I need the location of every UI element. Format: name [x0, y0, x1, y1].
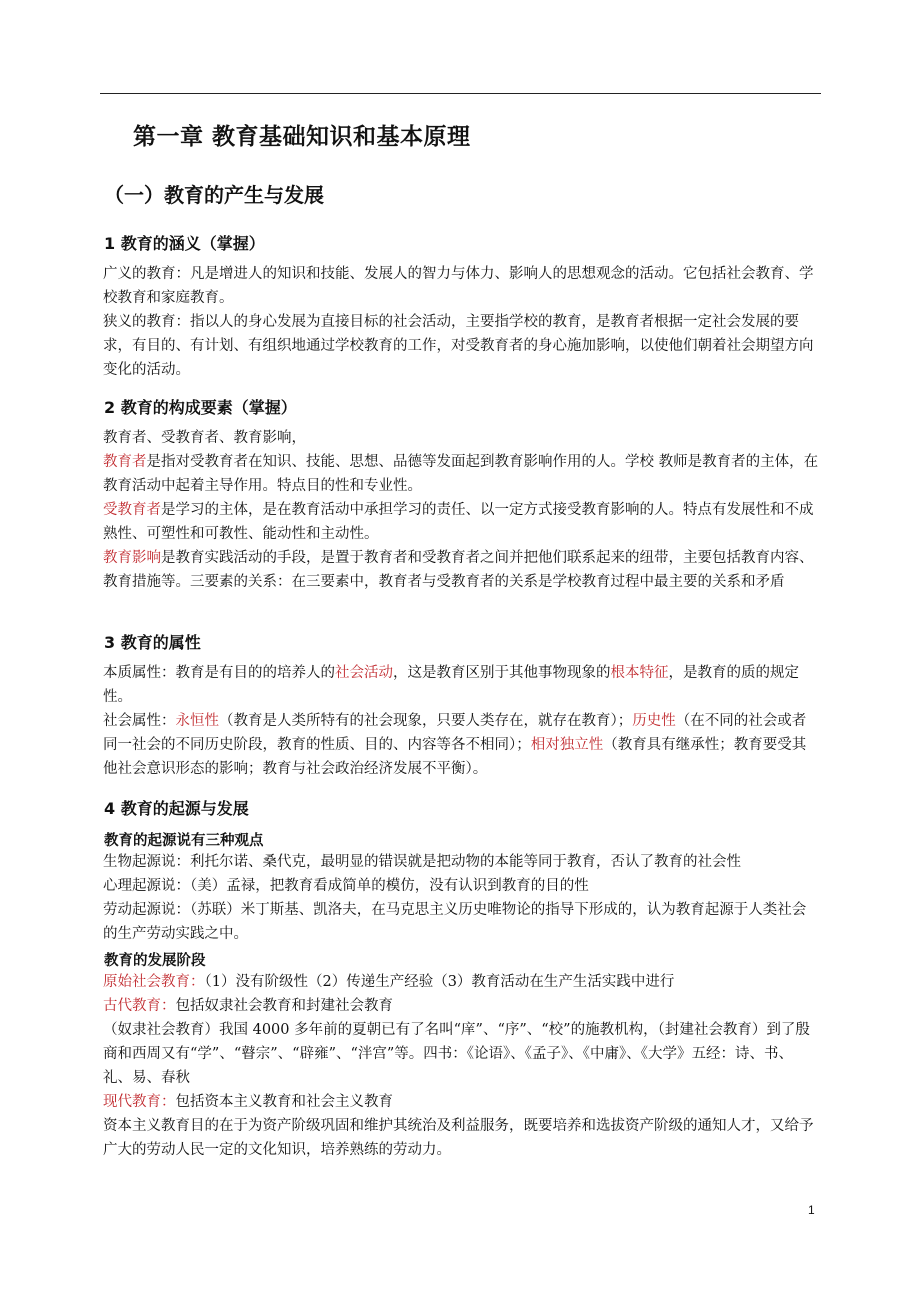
modern-term: 现代教育：	[103, 1094, 176, 1110]
ancient-term: 古代教育：	[103, 998, 176, 1014]
social-term-relative-independence: 相对独立性	[530, 737, 604, 753]
learner-text: 是学习的主体，是在教育活动中承担学习的责任、以一定方式接受教育影响的人。特点有发展性和不成熟性、可塑性和可教性、能动性和主动性。	[103, 502, 814, 542]
s1-heading: 1 教育的涵义（掌握）	[104, 234, 265, 253]
essence-text-a: 本质属性：教育是有目的的培养人的	[103, 665, 335, 681]
s1-broad-definition: 广义的教育：凡是增进人的知识和技能、发展人的智力与体力、影响人的思想观念的活动。它包括社会教育、学校教育和家庭教育。	[103, 266, 814, 306]
social-text-c: （在不同的社会或者同一社会的不同历史阶段，教育的性质、目的、内容等各不相同）；	[103, 713, 807, 753]
primitive-term: 原始社会教育：	[103, 974, 205, 990]
s3-essence-paragraph	[103, 661, 820, 709]
s1-narrow-definition: 狭义的教育：指以人的身心发展为直接目标的社会活动，主要指学校的教育，是教育者根据一定社会发展的要求，有目的、有计划、有组织地通过学校教育的工作，对受教育者的身心施加影响，以使他们朝着社会期望方向变化的活动。	[103, 314, 814, 378]
influence-text: 是教育实践活动的手段，是置于教育者和受教育者之间并把他们联系起来的纽带，主要包括教育内容、教育措施等。三要素的关系：在三要素中，教育者与受教育者的关系是学校教育过程中最主要的关系和矛盾	[103, 550, 814, 590]
social-term-eternity: 永恒性	[175, 713, 219, 729]
ancient-detail: （奴隶社会教育）我国 4000 多年前的夏朝已有了名叫“庠”、“序”、“校”的施教机构，（封建社会教育）到了殷商和西周又有“学”、“瞽宗”、“辟雍”、“泮宫”等。四书：《论语》、《孟子》、《中庸》、《大学》五经：诗、书、礼、易、春秋	[103, 1022, 810, 1086]
section-title: （一）教育的产生与发展	[104, 183, 324, 207]
s2-heading: 2 教育的构成要素（掌握）	[104, 398, 297, 417]
social-text-b: （教育是人类所特有的社会现象，只要人类存在，就存在教育）；	[219, 713, 633, 729]
biological-origin: 生物起源说：利托尔诺、桑代克，最明显的错误就是把动物的本能等同于教育，否认了教育的社会性	[103, 854, 741, 870]
educator-term: 教育者	[103, 454, 147, 470]
s2-learner-paragraph	[103, 498, 820, 546]
social-term-historicity: 历史性	[632, 713, 676, 729]
s2-intro: 教育者、受教育者、教育影响，	[103, 430, 306, 446]
modern-detail: 资本主义教育目的在于为资产阶级巩固和维护其统治及利益服务，既要培养和选拔资产阶级的通知人才，又给予广大的劳动人民一定的文化知识，培养熟练的劳动力。	[103, 1118, 814, 1158]
stage-subheading: 教育的发展阶段	[104, 953, 206, 969]
ancient-text: 包括奴隶社会教育和封建社会教育	[175, 998, 393, 1014]
modern-text: 包括资本主义教育和社会主义教育	[175, 1094, 393, 1110]
s3-social-paragraph	[103, 709, 820, 781]
s2-influence-paragraph	[103, 546, 820, 594]
s2-educator-paragraph	[103, 450, 820, 498]
essence-text-b: ，这是教育区别于其他事物现象的	[393, 665, 611, 681]
header-rule	[100, 93, 821, 94]
influence-term: 教育影响	[103, 550, 161, 566]
primitive-education	[103, 970, 674, 994]
social-text-a: 社会属性：	[103, 713, 176, 729]
learner-term: 受教育者	[103, 502, 161, 518]
chapter-title: 第一章 教育基础知识和基本原理	[133, 124, 471, 150]
s3-heading: 3 教育的属性	[104, 633, 201, 652]
social-text-d: （教育具有继承性；教育要受其他社会意识形态的影响；教育与社会政治经济发展不平衡）。	[103, 737, 807, 777]
essence-term-fundamental-feature: 根本特征	[610, 665, 669, 681]
ancient-education	[103, 994, 393, 1018]
essence-text-c: ，是教育的质的规定性。	[103, 665, 799, 705]
s4-heading: 4 教育的起源与发展	[104, 799, 249, 818]
essence-term-social-activity: 社会活动	[335, 665, 393, 681]
psychological-origin: 心理起源说：（美）孟禄，把教育看成简单的模仿，没有认识到教育的目的性	[103, 878, 589, 894]
educator-text: 是指对受教育者在知识、技能、思想、品德等发面起到教育影响作用的人。学校 教师是教育者的主体，在 教育活动中起着主导作用。特点目的性和专业性。	[103, 454, 819, 494]
primitive-text: （1）没有阶级性（2）传递生产经验（3）教育活动在生产生活实践中进行	[204, 974, 675, 990]
page-number: 1	[808, 1203, 815, 1217]
labor-origin: 劳动起源说：（苏联）米丁斯基、凯洛夫，在马克思主义历史唯物论的指导下形成的，认为教育起源于人类社会的生产劳动实践之中。	[103, 902, 807, 942]
modern-education	[103, 1090, 393, 1114]
origin-subheading: 教育的起源说有三种观点	[104, 833, 264, 849]
